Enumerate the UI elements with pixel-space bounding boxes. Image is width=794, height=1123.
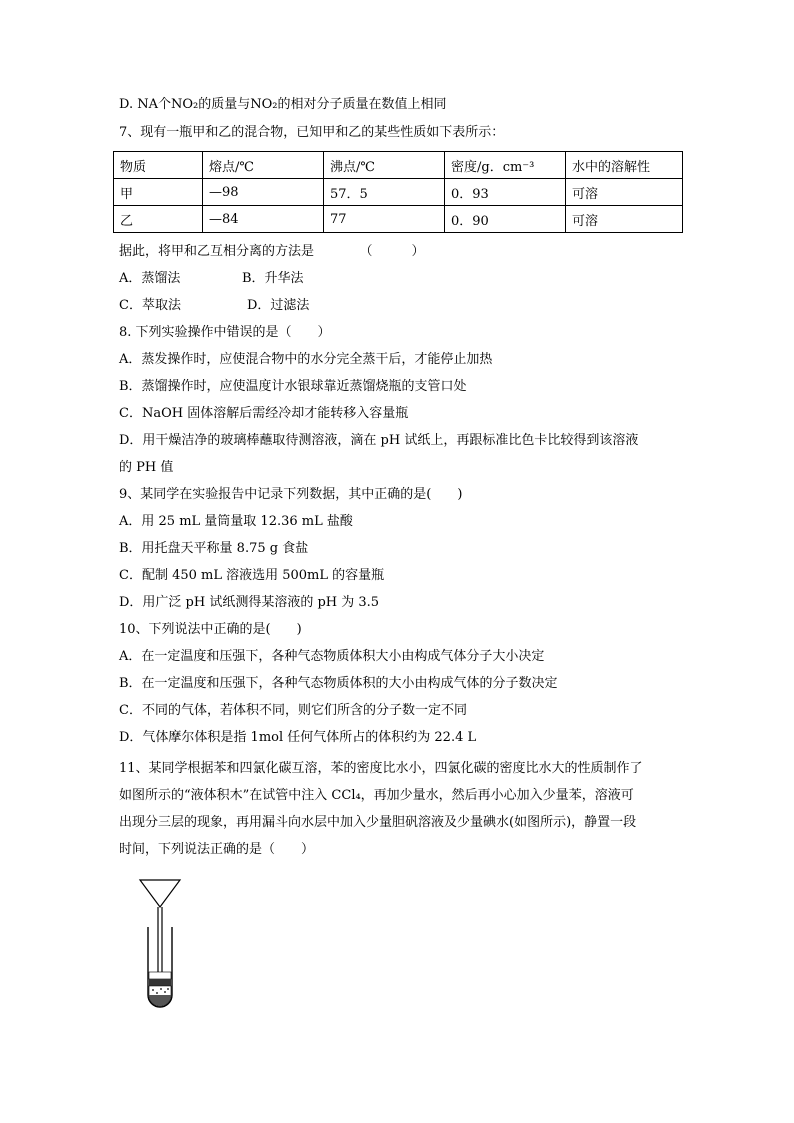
- q11-stem-line3: 出现分三层的现象，再用漏斗向水层中加入少量胆矾溶液及少量碘水(如图所示)，静置一段: [119, 815, 637, 830]
- q7-option-c: C．萃取法: [119, 298, 181, 313]
- q10-option-a: A．在一定温度和压强下，各种气态物质体积大小由构成气体分子大小决定: [119, 649, 545, 664]
- q11-stem-line4: 时间，下列说法正确的是（ ）: [119, 842, 315, 857]
- q10-option-c: C．不同的气体，若体积不同，则它们所含的分子数一定不同: [119, 703, 467, 718]
- q7-question: 据此，将甲和乙互相分离的方法是 （ ）: [119, 244, 425, 259]
- table-cell: 可溶: [566, 206, 683, 233]
- q7-stem: 7、现有一瓶甲和乙的混合物，已知甲和乙的某些性质如下表所示：: [119, 125, 505, 140]
- table-cell: 乙: [114, 206, 203, 233]
- table-header-row: [114, 152, 683, 179]
- q7-option-a: A．蒸馏法: [119, 271, 181, 286]
- q8-stem: 8. 下列实验操作中错误的是（ ）: [119, 325, 331, 340]
- test-tube-icon: [148, 927, 172, 1007]
- table-header-cell: 熔点/℃: [203, 152, 324, 179]
- q9-stem: 9、某同学在实验报告中记录下列数据，其中正确的是( ): [119, 487, 463, 502]
- q10-option-b: B．在一定温度和压强下，各种气态物质体积的大小由构成气体的分子数决定: [119, 676, 558, 691]
- q6-option-d: D. NA个NO₂的质量与NO₂的相对分子质量在数值上相同: [119, 97, 447, 112]
- q11-stem-line1: 11、某同学根据苯和四氯化碳互溶，苯的密度比水小，四氯化碳的密度比水大的性质制作了: [119, 761, 643, 776]
- q8-option-a: A．蒸发操作时，应使混合物中的水分完全蒸干后，才能停止加热: [119, 352, 493, 367]
- q8-option-d-line2: 的 PH 值: [119, 460, 174, 475]
- q7-option-b: B．升华法: [242, 271, 304, 286]
- q7-option-d: D．过滤法: [247, 298, 310, 313]
- q8-option-d-line1: D．用干燥洁净的玻璃棒蘸取待测溶液，滴在 pH 试纸上，再跟标准比色卡比较得到该溶液: [119, 433, 639, 448]
- q11-stem-line2: 如图所示的“液体积木”在试管中注入 CCl₄，再加少量水，然后再小心加入少量苯，溶液可: [119, 788, 634, 803]
- table-cell: 甲: [114, 179, 203, 206]
- table-cell: 可溶: [566, 179, 683, 206]
- table-row: [114, 179, 683, 206]
- q7-options-row2: [119, 297, 309, 315]
- table-cell: 57．5: [324, 179, 445, 206]
- table-cell: 77: [324, 206, 445, 233]
- q8-option-c: C．NaOH 固体溶解后需经冷却才能转移入容量瓶: [119, 406, 409, 421]
- table-cell: 0．90: [445, 206, 566, 233]
- table-header-cell: 沸点/℃: [324, 152, 445, 179]
- table-header-cell: 水中的溶解性: [566, 152, 683, 179]
- q9-option-c: C．配制 450 mL 溶液选用 500mL 的容量瓶: [119, 568, 385, 583]
- q9-option-b: B．用托盘天平称量 8.75 g 食盐: [119, 541, 309, 556]
- table-header-cell: 密度/g．cm⁻³: [445, 152, 566, 179]
- table-cell: —84: [203, 206, 324, 233]
- q10-stem: 10、下列说法中正确的是( ): [119, 622, 302, 637]
- test-tube-funnel-diagram: [138, 877, 188, 1009]
- table-header-cell: 物质: [114, 152, 203, 179]
- q9-option-d: D．用广泛 pH 试纸测得某溶液的 pH 为 3.5: [119, 595, 380, 610]
- q8-option-b: B．蒸馏操作时，应使温度计水银球靠近蒸馏烧瓶的支管口处: [119, 379, 467, 394]
- table-cell: 0．93: [445, 179, 566, 206]
- properties-table: [113, 151, 683, 233]
- q7-options-row1: [119, 270, 304, 288]
- q9-option-a: A．用 25 mL 量筒量取 12.36 mL 盐酸: [119, 514, 353, 529]
- table-row: [114, 206, 683, 233]
- q10-option-d: D．气体摩尔体积是指 1mol 任何气体所占的体积约为 22.4 L: [119, 730, 477, 745]
- table-cell: —98: [203, 179, 324, 206]
- funnel-icon: [140, 880, 180, 973]
